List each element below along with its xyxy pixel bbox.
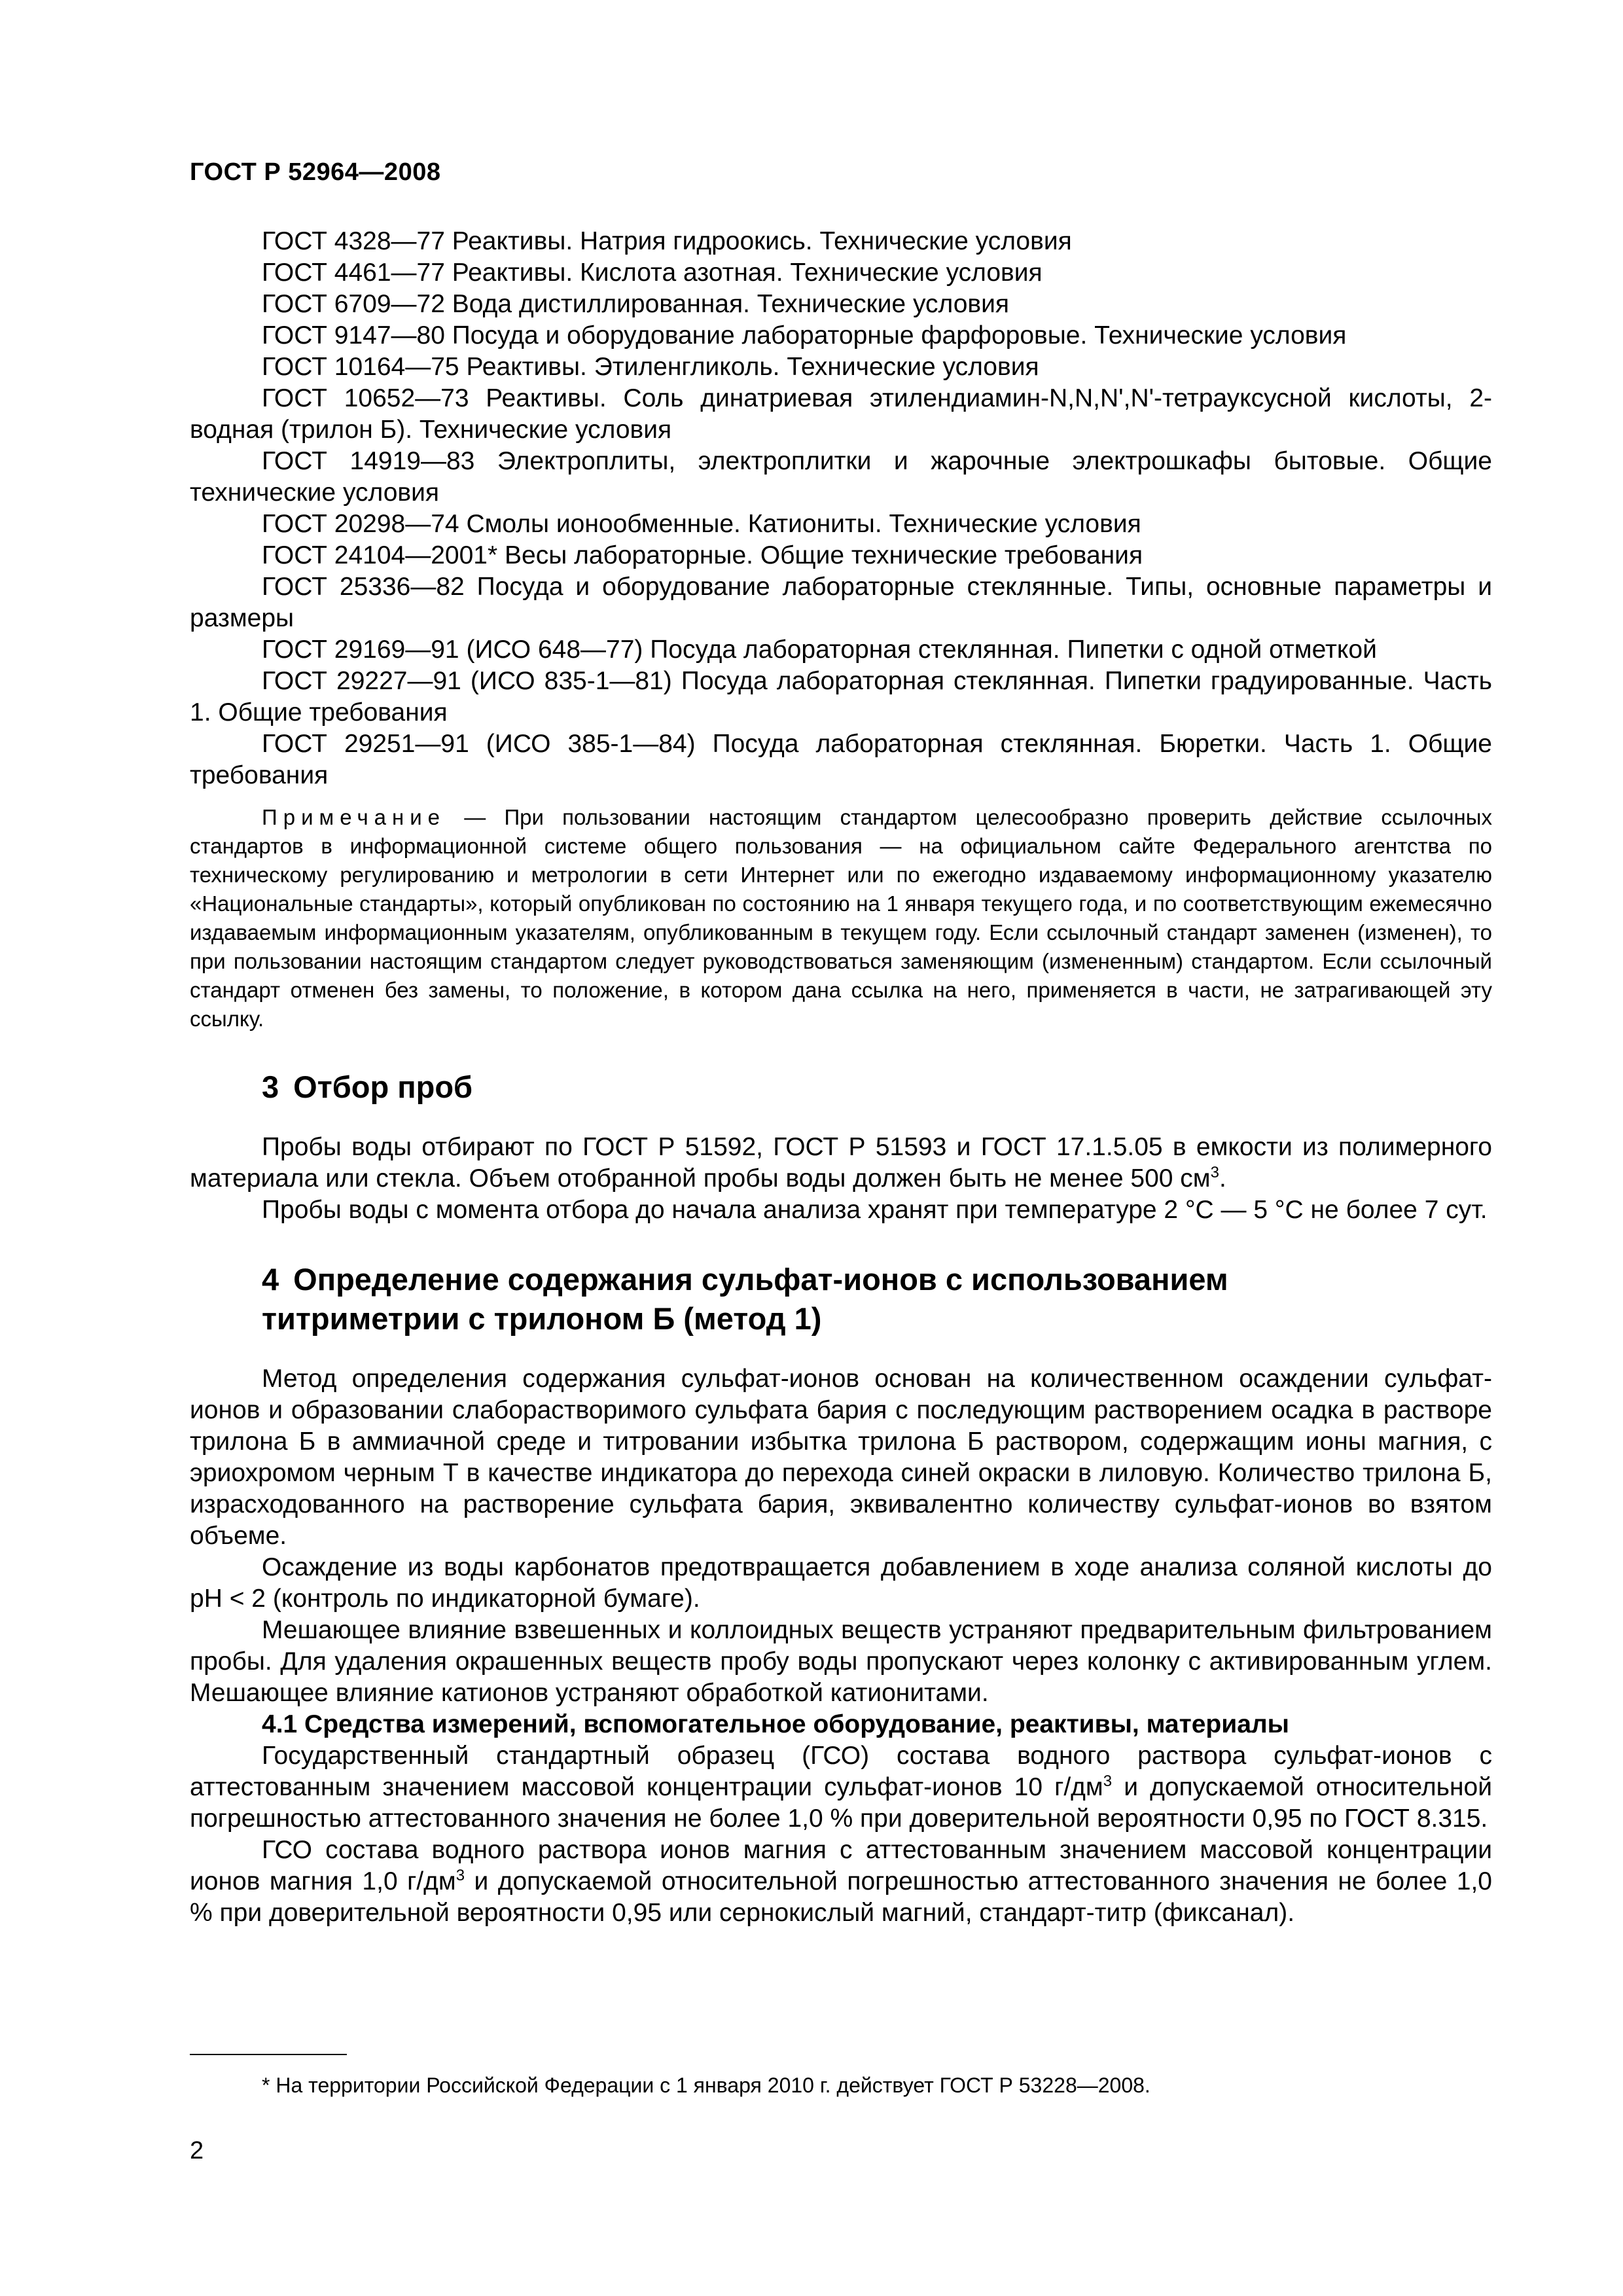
normative-references <box>190 226 1492 791</box>
note-text: — При пользовании настоящим стандартом целесообразно проверить действие ссылочных стандартов в информационной системе общего пользования — на официальном сайте Федерального агентства по техническому регулированию и метрологии в сети Интернет или по ежегодно издаваемому информационному указателю «Национальные стандарты», который опубликован по состоянию на 1 января текущего года, и по соответствующим ежемесячно издаваемым информационным указателям, опубликованным в текущем году. Если ссылочный стандарт заменен (изменен), то при пользовании настоящим стандартом следует руководствоваться заменяющим (измененным) стандартом. Если ссылочный стандарт отменен без замены, то положение, в котором дана ссылка на него, применяется в части, не затрагивающей эту ссылку. <box>190 805 1492 1031</box>
superscript: 3 <box>1103 1772 1113 1790</box>
paragraph-text: и допускаемой относительной погрешностью аттестованного значения не более 1,0 % при доверительной вероятности 0,95 или сернокислый магний, стандарт-титр (фиксанал). <box>190 1867 1492 1927</box>
section-number: 4 <box>262 1262 279 1297</box>
section-number: 3 <box>262 1069 279 1104</box>
paragraph-text: и допускаемой относительной погрешностью аттестованного значения не более 1,0 % при доверительной вероятности 0,95 по ГОСТ 8.315. <box>190 1773 1492 1833</box>
paragraph <box>190 1132 1492 1194</box>
ref-item: ГОСТ 29227—91 (ИСО 835-1—81) Посуда лабораторная стеклянная. Пипетки градуированные. Часть 1. Общие требования <box>190 667 1492 726</box>
note-paragraph <box>190 803 1492 1033</box>
paragraph-text: Государственный стандартный образец (ГСО) состава водного раствора сульфат-ионов с аттестованным значением массовой концентрации сульфат-ионов 10 г/дм <box>190 1742 1492 1801</box>
page-header: ГОСТ Р 52964—2008 <box>190 158 441 186</box>
ref-item: ГОСТ 24104—2001* Весы лабораторные. Общие технические требования <box>262 541 1143 569</box>
page-number: 2 <box>190 2137 204 2164</box>
ref-item: ГОСТ 20298—74 Смолы ионообменные. Катиониты. Технические условия <box>262 510 1141 538</box>
paragraph <box>190 1835 1492 1929</box>
section-3-heading <box>190 1067 1492 1107</box>
ref-item: ГОСТ 6709—72 Вода дистиллированная. Технические условия <box>262 290 1010 318</box>
section-title-line1: Определение содержания сульфат-ионов с использованием <box>293 1262 1228 1297</box>
paragraph: Осаждение из воды карбонатов предотвращается добавлением в ходе анализа соляной кислоты до pH < 2 (контроль по индикаторной бумаге). <box>190 1553 1492 1613</box>
paragraph: Метод определения содержания сульфат-ионов основан на количественном осаждении сульфат-ионов и образовании слаборастворимого сульфата бария с последующим растворением осадка в растворе трилона Б в аммиачной среде и титровании избытка трилона Б раствором, содержащим ионы магния, с эриохромом черным Т в качестве индикатора до перехода синей окраски в лиловую. Количество трилона Б, израсходованного на растворение сульфата бария, эквивалентно количеству сульфат-ионов во взятом объеме. <box>190 1365 1492 1550</box>
ref-item: ГОСТ 14919—83 Электроплиты, электроплитки и жарочные электрошкафы бытовые. Общие технические условия <box>190 447 1492 507</box>
superscript: 3 <box>455 1867 465 1884</box>
paragraph <box>190 1740 1492 1835</box>
superscript: 3 <box>1210 1164 1219 1181</box>
section-title: Отбор проб <box>293 1069 473 1104</box>
paragraph: Пробы воды с момента отбора до начала анализа хранят при температуре 2 °С — 5 °С не более 7 сут. <box>262 1196 1488 1224</box>
paragraph-text: Пробы воды отбирают по ГОСТ Р 51592, ГОСТ Р 51593 и ГОСТ 17.1.5.05 в емкости из полимерного материала или стекла. Объем отобранной пробы воды должен быть не менее 500 см <box>190 1133 1492 1193</box>
ref-item: ГОСТ 29251—91 (ИСО 385-1—84) Посуда лабораторная стеклянная. Бюретки. Часть 1. Общие требования <box>190 730 1492 789</box>
ref-item: ГОСТ 29169—91 (ИСО 648—77) Посуда лабораторная стеклянная. Пипетки с одной отметкой <box>262 636 1377 664</box>
ref-item: ГОСТ 10164—75 Реактивы. Этиленгликоль. Технические условия <box>262 353 1039 381</box>
ref-item: ГОСТ 25336—82 Посуда и оборудование лабораторные стеклянные. Типы, основные параметры и размеры <box>190 573 1492 632</box>
ref-item: ГОСТ 10652—73 Реактивы. Соль динатриевая этилендиамин-N,N,N',N'-тетрауксусной кислоты, 2-водная (трилон Б). Технические условия <box>190 384 1492 444</box>
section-title-line2: титриметрии с трилоном Б (метод 1) <box>262 1301 822 1336</box>
paragraph-text: ГСО состава водного раствора ионов магния с аттестованным значением массовой концентрации ионов магния 1,0 г/дм <box>190 1836 1492 1895</box>
subsection-4-1-heading: 4.1 Средства измерений, вспомогательное оборудование, реактивы, материалы <box>262 1710 1289 1738</box>
section-4-heading <box>190 1260 1492 1338</box>
note-label: Примечание <box>262 805 446 829</box>
paragraph: Мешающее влияние взвешенных и коллоидных веществ устраняют предварительным фильтрованием пробы. Для удаления окрашенных веществ пробу воды пропускают через колонку с активированным углем. Мешающее влияние катионов устраняют обработкой катионитами. <box>190 1616 1492 1707</box>
document-body <box>190 226 1492 1929</box>
ref-item: ГОСТ 4461—77 Реактивы. Кислота азотная. Технические условия <box>262 259 1043 287</box>
footnote: * На территории Российской Федерации с 1 января 2010 г. действует ГОСТ Р 53228—2008. <box>262 2073 1150 2097</box>
paragraph-text: . <box>1219 1164 1226 1193</box>
footnote-separator <box>190 2054 347 2055</box>
ref-item: ГОСТ 4328—77 Реактивы. Натрия гидроокись. Технические условия <box>262 227 1072 255</box>
ref-item: ГОСТ 9147—80 Посуда и оборудование лабораторные фарфоровые. Технические условия <box>262 321 1347 350</box>
